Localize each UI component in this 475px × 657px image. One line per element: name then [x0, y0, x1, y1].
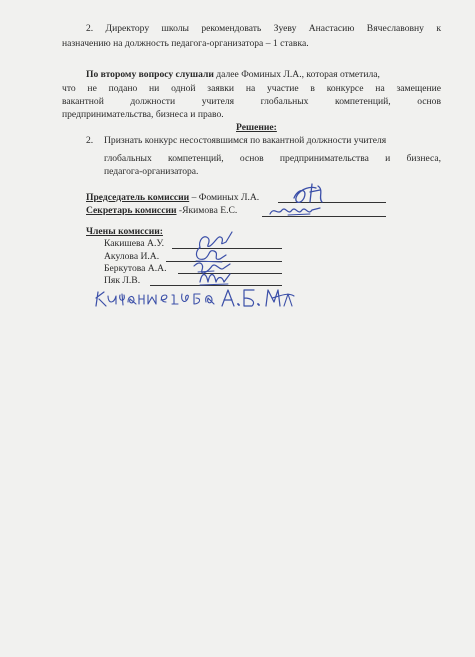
member-2: Акулова И.А. [104, 251, 160, 262]
paragraph2-lead: По второму вопросу слушали [86, 69, 214, 80]
secretary-line [86, 204, 237, 217]
member-4: Пяк Л.В. [104, 275, 141, 286]
decision-line2: глобальных компетенций, основ предпринимательства и бизнеса, [104, 153, 441, 164]
members-label: Члены комиссии: [86, 226, 163, 237]
secretary-name: -Якимова Е.С. [176, 205, 238, 216]
member-1: Какишева А.У. [104, 238, 164, 249]
chair-name: – Фоминых Л.А. [189, 192, 260, 203]
paragraph2-line1 [86, 68, 380, 81]
decision-item-number: 2. [86, 135, 94, 146]
paragraph2-line3: вакантной должности учителя глобальных компетенций, основ [62, 96, 441, 107]
decision-line3: педагога-организатора. [104, 166, 199, 177]
paragraph2-line1-rest: далее Фоминых Л.А., которая отметила, [213, 69, 380, 80]
member-3: Беркутова А.А. [104, 263, 167, 274]
paragraph1-line1: 2. Директору школы рекомендовать Зуеву Анастасию Вячеславовну к [86, 23, 441, 34]
paragraph1-line2: назначению на должность педагога-организатора – 1 ставка. [62, 38, 309, 49]
chair-label: Председатель комиссии [86, 192, 190, 203]
chair-line [86, 191, 259, 204]
decision-line1: Признать конкурс несостоявшимся по вакантной должности учителя [104, 135, 387, 146]
paragraph2-line2: что не подано ни одной заявки на участие в конкурсе на замещение [62, 83, 441, 94]
handwritten-member-entry [94, 282, 300, 316]
decision-heading: Решение: [236, 122, 277, 133]
paragraph2-line4: предпринимательства, бизнеса и право. [62, 109, 224, 120]
secretary-signature [268, 202, 328, 220]
secretary-label: Секретарь комиссии [86, 205, 177, 216]
